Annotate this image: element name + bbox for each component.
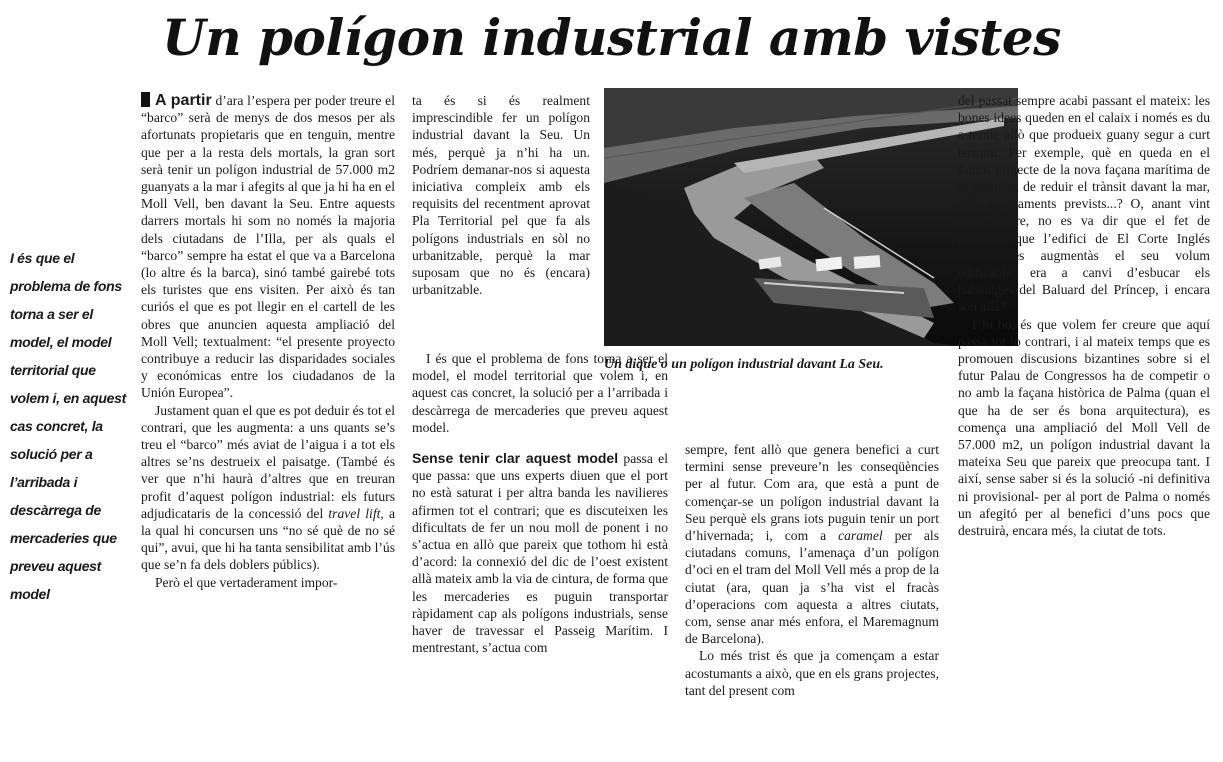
- paragraph-text: d’ara l’espera per poder treure el “barco” serà de menys de dos mesos per als afortunats propietaris que en tenguin, mentre que per a la resta dels mortals, la gran sort serà tenir un polígon industrial de 57.000 m2 guanyats a la mar i afegits al que ja hi ha en el Moll Vell, ben davant la Seu. Entre aquests darrers mortals hi som no només la majoria dels ciutadans de l’Illa, per als quals el “barco” sempre ha estat el que va a Barcelona (lo altre és la barca), sinó també gairebé tots els turistes que ens visiten. Per això és tan curiós el que es pot llegir en el cartell de les obres que anuncien aquesta ampliació del Moll Vell; textualment: “el presente proyecto contribuye a reducir las disparidades sociales y económicas entre los ciudadanos de la Unión Europea”.: [141, 93, 395, 401]
- pier-illustration: [604, 88, 1018, 346]
- column-4: [958, 92, 1210, 539]
- paragraph: I lo bo, és que volem fer creure que aquí passa tot lo contrari, i al mateix temps que es promouen discusions bizantines sobre si el futur Palau de Congressos ha de competir o no amb la façana històrica de Palma (quan el que ha de ser és bona arquitectura), es comença una ampliació del Moll Vell de 57.000 m2, un polígon industrial davant la mateixa Seu que pareix que preocupa tant. I així, sense saber si és la solució -ni definitiva ni provisional- per al port de Palma o només un afegitó per al benefici d’uns pocs que destruirà, encara més, la ciutat de tots.: [958, 316, 1210, 539]
- pull-quote: I és que el problema de fons torna a ser el model, el model territorial que volem i, en aquest cas concret, la solució per a l’arribada i descàrrega de mercaderies que preveu aquest model: [10, 250, 126, 602]
- italic-term: travel lift: [328, 505, 381, 521]
- harbor-aerial-photo: [604, 88, 1018, 346]
- paragraph-text: per als ciutadans comuns, l’amenaça d’un polígon d’oci en el tram del Moll Vell més a prop de la ciutat (ara, quan ja s’ha vist el fracàs d’operacions com aquesta a altres ciutats, com, sense anar més enfora, el Maremagnum de Barcelona).: [685, 528, 939, 647]
- paragraph-text: sempre, fent allò que genera benefici a curt termini sense preveure’n les conseqüències per al futur. Com ara, que està a punt de començar-se un polígon industrial davant la Seu perquè els grans iots puguin tenir un port d’hivernada; i, com a: [685, 442, 939, 544]
- paragraph: I és que el problema de fons torna a ser el model, el model territorial que volem i, en aquest cas concret, la solució per a l’arribada i descàrrega de mercaderies que preveu aquest model.: [412, 351, 668, 435]
- column-2-continued: [412, 350, 668, 656]
- paragraph: [141, 402, 395, 574]
- column-3: [685, 441, 939, 699]
- paragraph-text: , a la qual hi concursen uns “no sé què de no sé qui”, avui, que hi ha tanta sensibilitat amb l’ús que se’n fa dels doblers públics).: [141, 505, 395, 573]
- paragraph: [685, 441, 939, 647]
- lead-paragraph: [141, 92, 395, 402]
- column-1: [141, 92, 395, 591]
- paragraph: ta és si és realment imprescindible fer un polígon industrial davant la Seu. Un més, perquè ja n’hi ha un. Podríem demanar-nos si aquesta iniciativa compleix amb els requisits del recentment aprovat Pla Territorial pel que fa als polígons industrials en sòl no urbanitzable, perquè la mar suposam que no és (encara) urbanitzable.: [412, 93, 590, 298]
- paragraph: [412, 450, 668, 656]
- headline: Un polígon industrial amb vistes: [162, 8, 1061, 67]
- italic-term: caramel: [838, 528, 883, 544]
- photo-caption: Un dique o un polígon industrial davant La Seu.: [604, 357, 884, 372]
- lead-in: A partir: [155, 92, 212, 109]
- subhead-lead: Sense tenir clar aquest model: [412, 450, 619, 467]
- column-2: [412, 92, 590, 298]
- paragraph-text: Justament quan el que es pot deduir és tot el contrari, que les augmenta: a uns quants se’s treu el “barco” més aviat de l’aigua i a tot els altres se’ns destrueix el paisatge. (També és ver que n’hi haurà d’altres que en treuran profit d’aquest polígon industrial: els futurs adjudicataris de la concessió del: [141, 402, 395, 521]
- paragraph-text: passa el que passa: que uns experts diuen que el port no està saturat i per altra banda les navilieres afirmen tot el contrari; que es discuteixen les dificultats de fer un nou moll de ponent i no s’actua en allò que pareix que tothom hi està d’acord: la connexió del dic de l’oest existent allà mateix amb la via de cintura, de forma que les mercaderies es puguin transportar ràpidament cap als polígons industrials, sense haver de travessar el Passeig Marítim. I mentrestant, s’actua com: [412, 451, 668, 656]
- paragraph: del passat sempre acabi passant el mateix: les bones idees queden en el calaix i només es du a terme allò que produeix guany segur a curt termini. Per exemple, què en queda en el famós projecte de la nova façana marítima de la promesa de reduir el trànsit davant la mar, dels equipaments prevists...? O, anant vint anys enrere, no es va dir que el fet de permetre que l’edifici de El Corte Inglés d’avingudes augmentàs el seu volum edificable, era a canvi d’esbucar els habitatges del Baluard del Príncep, i encara son allà?: [958, 93, 1210, 315]
- paragraph: Lo més trist és que ja començam a estar acostumants a això, que en els grans projectes, tant del present com: [685, 648, 939, 698]
- paragraph: Però el que vertaderament impor-: [155, 574, 338, 590]
- drop-marker: [141, 92, 150, 107]
